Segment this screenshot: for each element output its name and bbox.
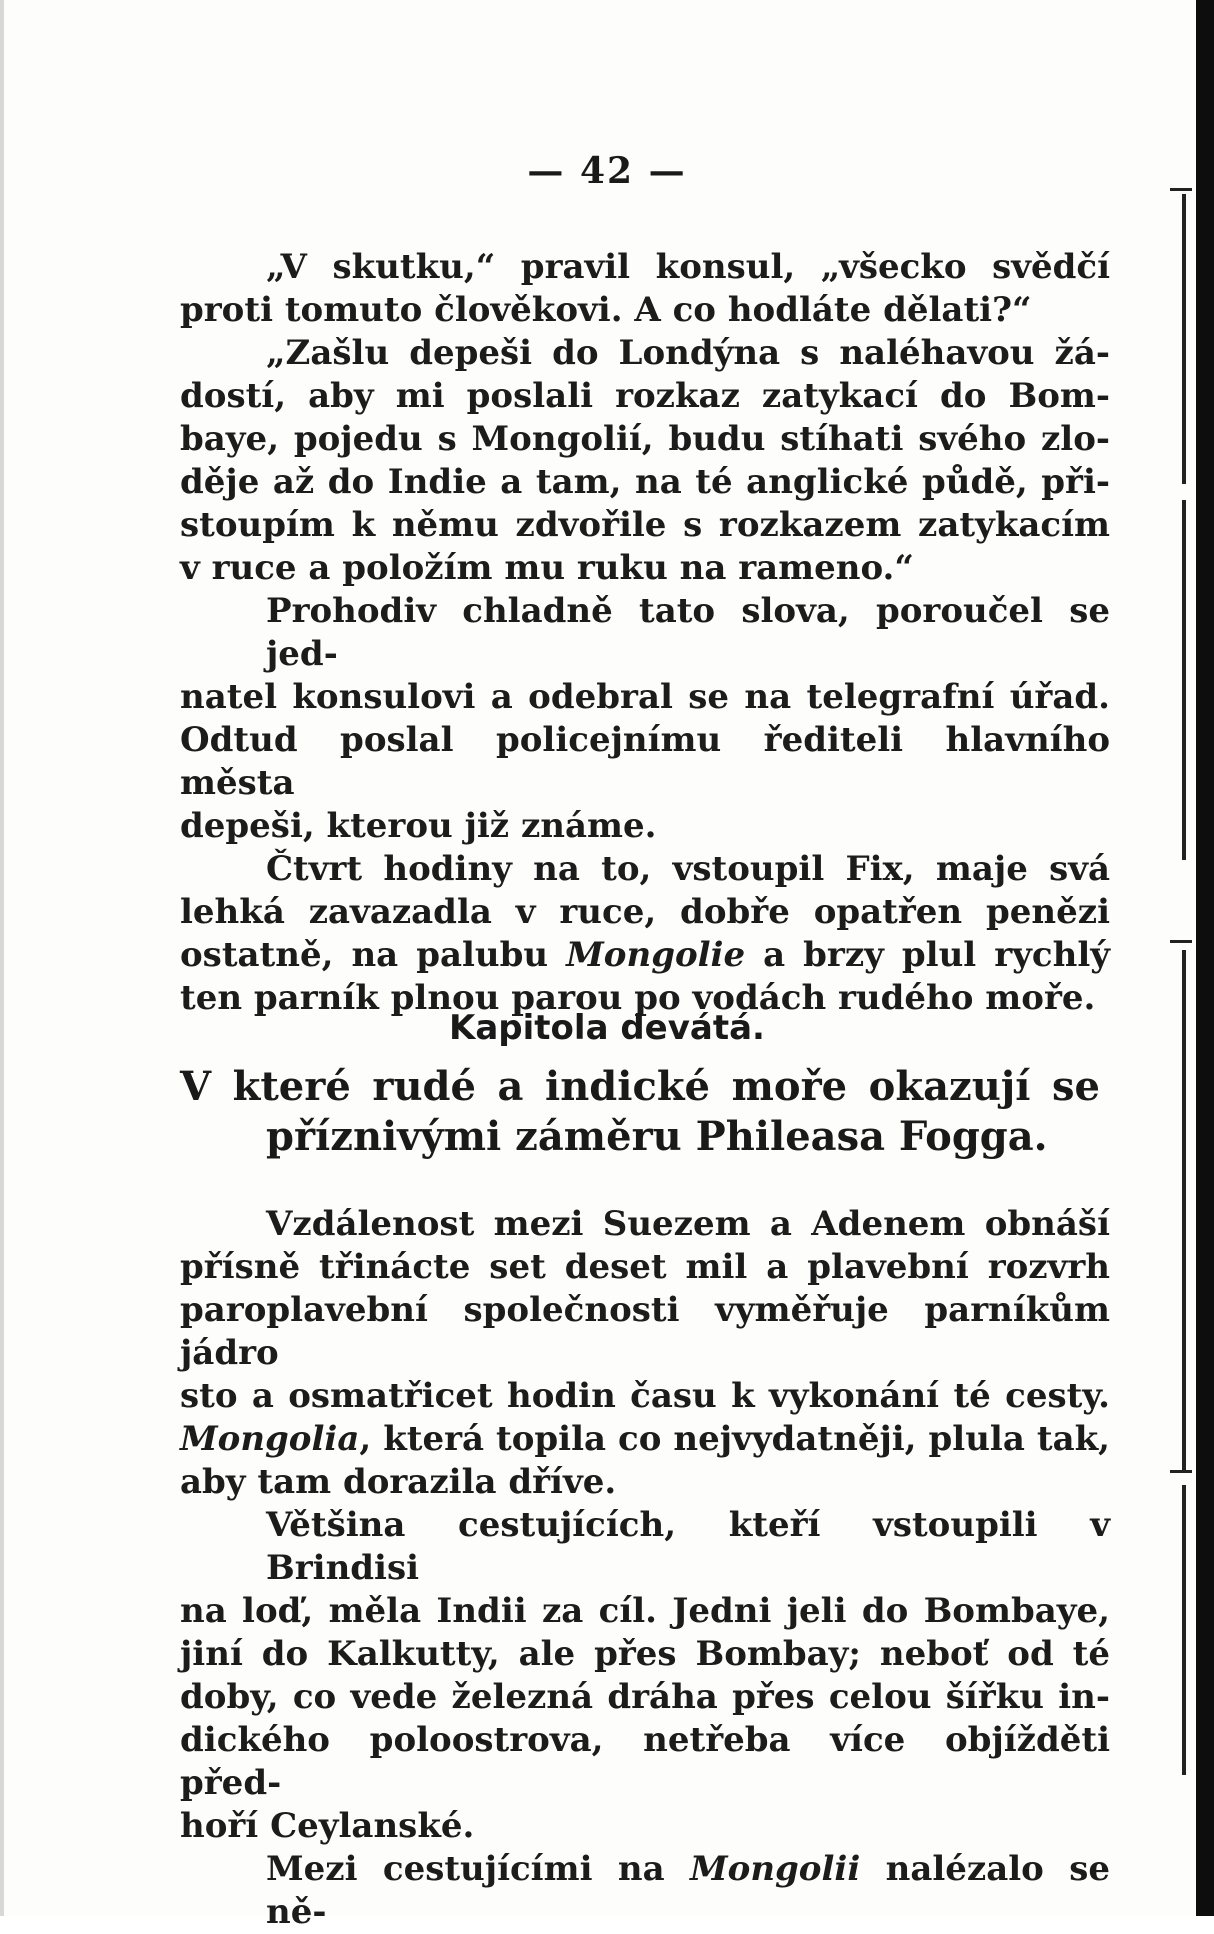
chapter-title [180, 1062, 1100, 1162]
margin-tick [1170, 940, 1192, 943]
text-span: doby, co vede železná dráha přes celou šířku in- [180, 1677, 1110, 1717]
text-span: hoří Ceylanské. [180, 1806, 475, 1846]
text-span: paroplavební společnosti vyměřuje parníkům jádro [180, 1290, 1110, 1373]
italic-ship-name: Mongolie [566, 935, 746, 975]
text-span: Vzdálenost mezi Suezem a Adenem obnáší [266, 1204, 1110, 1244]
page-left-edge [0, 0, 4, 1916]
text-line [180, 1461, 1110, 1504]
text-line [180, 1633, 1110, 1676]
text-line [180, 805, 1110, 848]
text-line [180, 375, 1110, 418]
text-line [180, 289, 1110, 332]
text-line [180, 1676, 1110, 1719]
text-line [180, 1289, 1110, 1375]
text-line [180, 891, 1110, 934]
text-line [180, 1246, 1110, 1289]
text-line [180, 504, 1110, 547]
text-line [180, 1719, 1110, 1805]
text-span: , která topila co nejvydatněji, plula tak, [359, 1419, 1110, 1459]
text-span: Odtud poslal policejnímu řediteli hlavního města [180, 720, 1110, 803]
text-line [180, 461, 1110, 504]
chapter-title-line-1: V které rudé a indické moře okazují se [180, 1063, 1100, 1110]
text-span: baye, pojedu s Mongolií, budu stíhati svého zlo- [180, 419, 1110, 459]
text-span: stoupím k němu zdvořile s rozkazem zatykacím [180, 505, 1110, 545]
text-span: jiní do Kalkutty, ale přes Bombay; neboť od té [180, 1634, 1110, 1674]
text-line [180, 547, 1110, 590]
text-span: lehká zavazadla v ruce, dobře opatřen penězi [180, 892, 1110, 932]
chapter-title-line-2: příznivými záměru Phileasa Fogga. [266, 1113, 1048, 1160]
text-span: nalézalo se ně- [266, 1849, 1110, 1932]
text-line [180, 418, 1110, 461]
text-span: dostí, aby mi poslali rozkaz zatykací do Bom- [180, 376, 1110, 416]
text-span: „V skutku,“ pravil konsul, „všecko svědčí [266, 247, 1110, 287]
margin-line [1182, 500, 1186, 860]
text-span: a brzy plul rychlý [745, 935, 1110, 975]
text-line [180, 1848, 1110, 1934]
text-span: ostatně, na palubu [180, 935, 567, 975]
text-span: Čtvrt hodiny na to, vstoupil Fix, maje svá [266, 849, 1110, 889]
text-line [180, 676, 1110, 719]
text-span: depeši, kterou již známe. [180, 806, 657, 846]
margin-marks [1170, 180, 1200, 1780]
page-number: — 42 — [527, 150, 687, 192]
text-span: sto a osmatřicet hodin času k vykonání té cesty. [180, 1376, 1110, 1416]
text-span: proti tomuto člověkovi. A co hodláte dělati?“ [180, 290, 1032, 330]
text-span: Prohodiv chladně tato slova, poroučel se jed- [266, 591, 1110, 674]
text-line [180, 1805, 1110, 1848]
text-line [180, 332, 1110, 375]
text-block-upper [180, 246, 1110, 1020]
margin-line [1182, 194, 1186, 484]
text-block-lower [180, 1203, 1110, 1934]
text-span: Většina cestujících, kteří vstoupili v Brindisi [266, 1505, 1110, 1588]
text-span: Mezi cestujícími na [266, 1849, 690, 1889]
text-span: na loď, měla Indii za cíl. Jedni jeli do Bombaye, [180, 1591, 1110, 1631]
text-span: dického poloostrova, netřeba více objížděti před- [180, 1720, 1110, 1803]
text-line [180, 848, 1110, 891]
italic-ship-name: Mongolii [690, 1849, 861, 1889]
text-span: „Zašlu depeši do Londýna s naléhavou žá- [266, 333, 1110, 373]
text-span: přísně třinácte set deset mil a plavební rozvrh [180, 1247, 1110, 1287]
text-line [180, 1590, 1110, 1633]
text-line [180, 1203, 1110, 1246]
italic-ship-name: Mongolia [180, 1419, 360, 1459]
text-span: v ruce a položím mu ruku na rameno.“ [180, 548, 914, 588]
text-line [180, 1418, 1110, 1461]
text-span: děje až do Indie a tam, na té anglické půdě, při- [180, 462, 1110, 502]
text-span: aby tam dorazila dříve. [180, 1462, 617, 1502]
margin-line [1182, 1485, 1186, 1775]
chapter-label: Kapitola devátá. [449, 1008, 765, 1048]
text-span: natel konsulovi a odebral se na telegrafní úřad. [180, 677, 1110, 717]
margin-tick [1170, 1470, 1192, 1473]
text-line [180, 246, 1110, 289]
text-line [180, 590, 1110, 676]
text-line [180, 1375, 1110, 1418]
text-line [180, 934, 1110, 977]
text-line [180, 1504, 1110, 1590]
text-line [180, 719, 1110, 805]
text-span: ten parník plnou parou po vodách rudého moře. [180, 978, 1096, 1018]
